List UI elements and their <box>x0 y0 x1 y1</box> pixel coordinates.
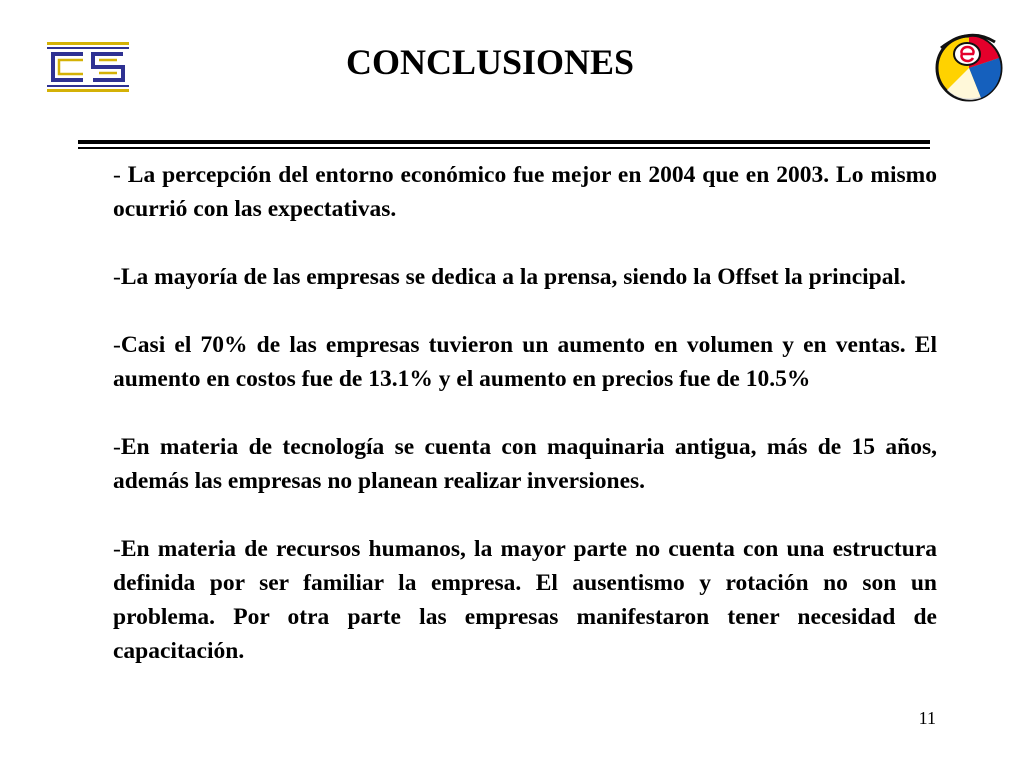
conclusions-list <box>113 158 937 702</box>
conclusion-text: En materia de tecnología se cuenta con maquinaria antigua, más de 15 años, además las empresas no planean realizar inversiones. <box>113 434 937 494</box>
header-divider-thin <box>78 147 930 149</box>
conclusion-text: La percepción del entorno económico fue mejor en 2004 que en 2003. Lo mismo ocurrió con las expectativas. <box>113 162 937 222</box>
institution-logo-icon <box>45 40 131 94</box>
conclusion-text: En materia de recursos humanos, la mayor parte no cuenta con una estructura definida por ser familiar la empresa. El ausentismo y rotación no son un problema. Por otra parte las empresas manifestaron tener necesidad de capacitación. <box>113 536 937 664</box>
page-title: CONCLUSIONES <box>345 42 635 82</box>
conclusion-text: La mayoría de las empresas se dedica a la prensa, siendo la Offset la principal. <box>120 264 906 290</box>
colorful-circle-logo-icon <box>933 28 1005 104</box>
conclusion-text: Casi el 70% de las empresas tuvieron un aumento en volumen y en ventas. El aumento en costos fue de 13.1% y el aumento en precios fue de 10.5% <box>113 332 937 392</box>
header-divider <box>78 140 930 144</box>
conclusion-item: -En materia de tecnología se cuenta con maquinaria antigua, más de 15 años, además las empresas no planean realizar inversiones. <box>113 434 937 494</box>
conclusion-item: -En materia de recursos humanos, la mayor parte no cuenta con una estructura definida por ser familiar la empresa. El ausentismo y rotación no son un problema. Por otra parte las empresas manifestaron tener necesidad de capacitación. <box>113 536 937 664</box>
conclusion-item: -Casi el 70% de las empresas tuvieron un aumento en volumen y en ventas. El aumento en costos fue de 13.1% y el aumento en precios fue de 10.5% <box>113 332 937 392</box>
page-number: 11 <box>918 708 936 728</box>
conclusion-item: -La mayoría de las empresas se dedica a la prensa, siendo la Offset la principal. <box>113 264 906 290</box>
conclusion-item: - La percepción del entorno económico fue mejor en 2004 que en 2003. Lo mismo ocurrió con las expectativas. <box>113 162 937 222</box>
